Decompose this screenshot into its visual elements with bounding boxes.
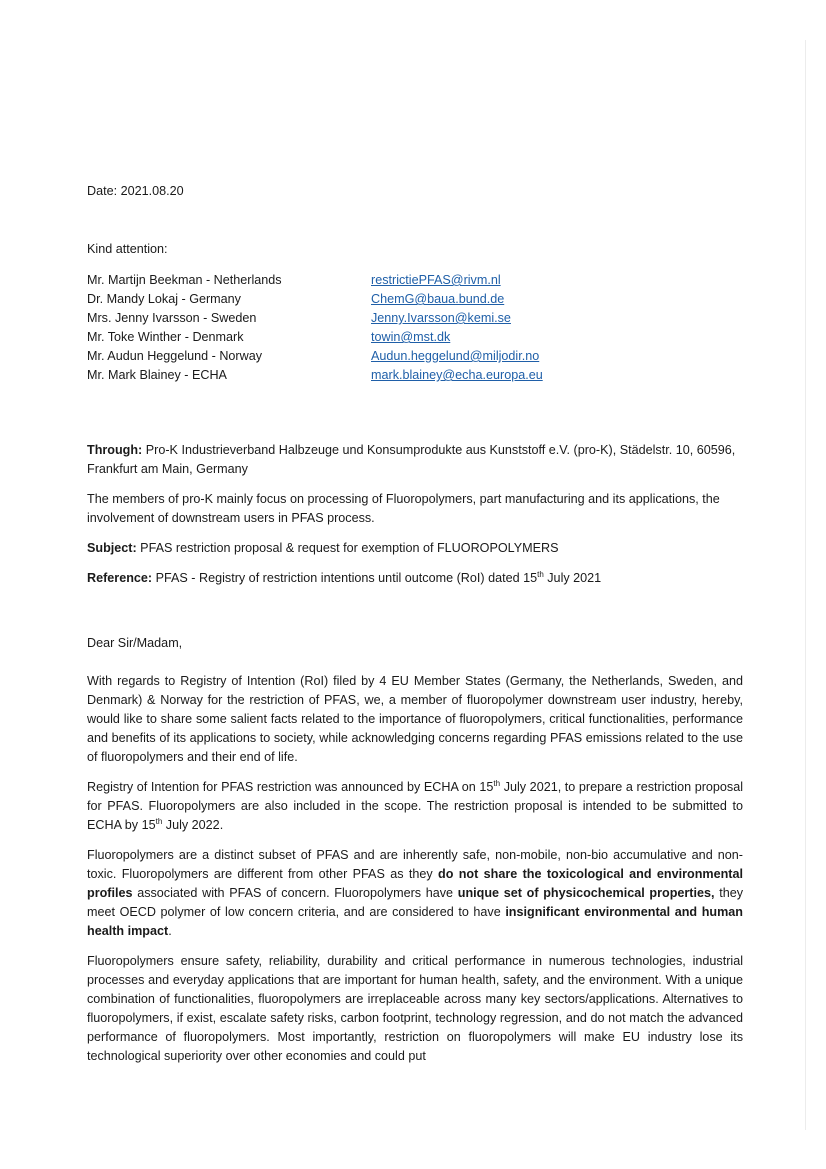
p3-text-d: they meet OECD polymer of low concern criteria, and are considered to have [87, 886, 743, 919]
recipient-email-link[interactable]: restrictiePFAS@rivm.nl [371, 273, 501, 287]
reference-label: Reference: [87, 571, 153, 585]
reference-superscript: th [537, 569, 544, 579]
letter-body [87, 182, 743, 1077]
p2-text-c: July 2022. [162, 818, 224, 832]
salutation: Dear Sir/Madam, [87, 636, 183, 650]
p2-text-b: July 2021, to prepare a restriction proposal for PFAS. Fluoropolymers are also included in the scope. The restriction proposal is intended to be submitted to ECHA by 15 [87, 780, 744, 832]
recipient-email-link[interactable]: towin@mst.dk [371, 330, 451, 344]
kind-attention-heading: Kind attention: [87, 242, 168, 256]
p2-superscript-2: th [155, 816, 163, 826]
subject-label: Subject: [87, 541, 137, 555]
recipient-name: Mr. Toke Winther - Denmark [87, 330, 244, 344]
members-paragraph: The members of pro-K mainly focus on processing of Fluoropolymers, part manufacturing and its applications, the involvement of downstream users in PFAS process. [87, 492, 720, 525]
recipient-name: Mr. Martijn Beekman - Netherlands [87, 273, 282, 287]
recipient-name: Dr. Mandy Lokaj - Germany [87, 292, 241, 306]
subject-text: PFAS restriction proposal & request for exemption of FLUOROPOLYMERS [136, 541, 559, 555]
reference-text-end: July 2021 [543, 571, 602, 585]
p2-superscript-1: th [493, 778, 501, 788]
recipient-list [87, 271, 743, 385]
recipient-email-link[interactable]: ChemG@baua.bund.de [371, 292, 505, 306]
subject-line [87, 539, 743, 558]
paragraph-registry-intro: With regards to Registry of Intention (RoI) filed by 4 EU Member States (Germany, the Netherlands, Sweden, and Denmark) & Norway for the restriction of PFAS, we, a member of fluoropolymer downstream user industry, hereby, would like to share some salient facts related to the importance of fluoropolymers, critical functionalities, performance and benefits of its applications to society, while acknowledging concerns regarding PFAS emissions related to the use of fluoropolymers and their end of life. [87, 674, 743, 764]
reference-line [87, 569, 743, 588]
recipient-name: Mr. Mark Blainey - ECHA [87, 368, 227, 382]
p3-text-a: Fluoropolymers are a distinct subset of PFAS and are inherently safe, non-mobile, non-bio accumulative and non-toxic. Fluoropolymers are different from other PFAS as they [87, 848, 743, 881]
p3-bold-3: insignificant environmental and human health impact [87, 905, 743, 938]
recipient-email-link[interactable]: mark.blainey@echa.europa.eu [371, 368, 543, 382]
scan-edge-line [805, 40, 806, 1130]
through-text: Pro-K Industrieverband Halbzeuge und Konsumprodukte aus Kunststoff e.V. (pro-K), Städelstr. 10, 60596, Frankfurt am Main, Germany [87, 443, 736, 476]
paragraph-fluoropolymer-properties [87, 846, 743, 941]
p3-bold-2: unique set of physicochemical properties, [457, 886, 715, 900]
p3-text-c: associated with PFAS of concern. Fluoropolymers have [132, 886, 458, 900]
paragraph-registry-announcement [87, 778, 743, 835]
letter-date: Date: 2021.08.20 [87, 184, 184, 198]
p3-text-e: . [168, 924, 172, 938]
p3-bold-1: do not share the toxicological and environmental profiles [87, 867, 743, 900]
through-label: Through: [87, 443, 143, 457]
paragraph-fluoropolymer-importance: Fluoropolymers ensure safety, reliability, durability and critical performance in numerous technologies, industrial processes and everyday applications that are important for human health, safety, and the environment. With a unique combination of functionalities, fluoropolymers are irreplaceable across many key sectors/applications. Alternatives to fluoropolymers, if exist, escalate safety risks, carbon footprint, technology regression, and do not match the advanced performance of fluoropolymers. Most importantly, restriction on fluoropolymers will make EU industry lose its technological superiority over other economies and could put [87, 954, 743, 1063]
recipient-name: Mrs. Jenny Ivarsson - Sweden [87, 311, 257, 325]
p2-text-a: Registry of Intention for PFAS restriction was announced by ECHA on 15 [87, 780, 494, 794]
through-line [87, 441, 743, 479]
recipient-name: Mr. Audun Heggelund - Norway [87, 349, 263, 363]
reference-text: PFAS - Registry of restriction intentions until outcome (RoI) dated 15 [152, 571, 538, 585]
recipient-email-link[interactable]: Jenny.Ivarsson@kemi.se [371, 311, 511, 325]
recipient-email-link[interactable]: Audun.heggelund@miljodir.no [371, 349, 540, 363]
